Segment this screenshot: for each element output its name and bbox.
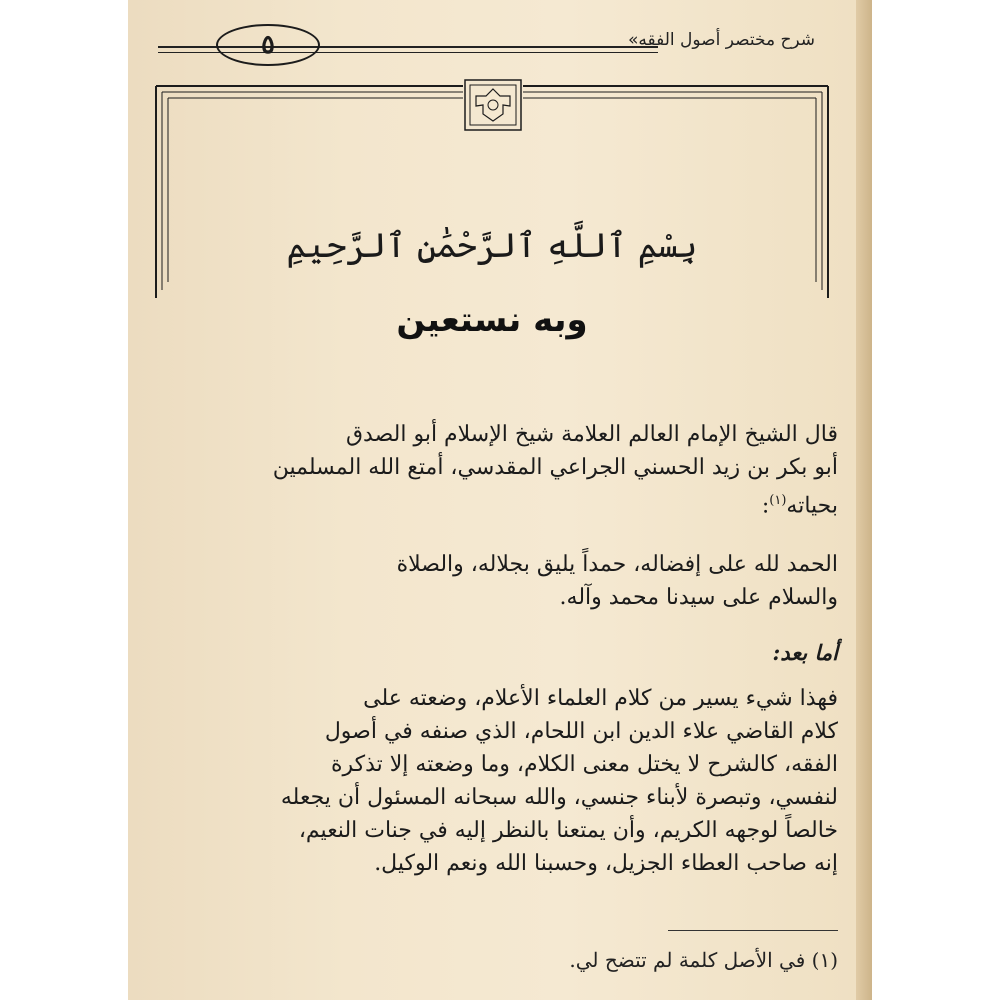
text-line: أبو بكر بن زيد الحسني الجراعي المقدسي، أمتع الله المسلمين	[272, 455, 838, 480]
section-heading: وبه نستعين	[396, 300, 588, 340]
text-line: والسلام على سيدنا محمد وآله.	[559, 585, 838, 610]
book-page	[128, 0, 856, 1000]
text-fragment: :	[761, 493, 770, 519]
paragraph-intro	[158, 418, 838, 522]
text-line: لنفسي، وتبصرة لأبناء جنسي، والله سبحانه المسئول أن يجعله	[280, 785, 838, 810]
footnote-text: (١) في الأصل كلمة لم تتضح لي.	[569, 948, 838, 972]
page-number: ٥	[216, 24, 320, 66]
text-line: كلام القاضي علاء الدين ابن اللحام، الذي صنفه في أصول	[324, 719, 838, 744]
text-line: الحمد لله على إفضاله، حمداً يليق بجلاله، والصلاة	[396, 552, 838, 577]
text-line: إنه صاحب العطاء الجزيل، وحسبنا الله ونعم الوكيل.	[374, 851, 838, 876]
running-header-title: شرح مختصر أصول الفقه»	[628, 30, 816, 50]
text-line	[158, 484, 838, 522]
paragraph-main	[158, 682, 838, 880]
text-fragment: بحياته	[786, 493, 838, 519]
page-edge	[856, 0, 872, 1000]
text-line: قال الشيخ الإمام العالم العلامة شيخ الإسلام أبو الصدق	[345, 422, 838, 447]
ama-bad-label: أما بعد:	[772, 640, 838, 665]
footnote-reference: (١)	[769, 493, 787, 508]
text-line: خالصاً لوجهه الكريم، وأن يمتعنا بالنظر إليه في جنات النعيم،	[298, 818, 838, 843]
text-line: الفقه، كالشرح لا يختل معنى الكلام، وما وضعته إلا تذكرة	[330, 752, 838, 777]
footnote-divider	[668, 930, 838, 931]
basmala: بِسْمِ ٱللَّهِ ٱلرَّحْمَٰنِ ٱلرَّحِيمِ	[286, 226, 698, 266]
paragraph-praise	[158, 548, 838, 614]
text-line: فهذا شيء يسير من كلام العلماء الأعلام، وضعته على	[363, 686, 838, 711]
